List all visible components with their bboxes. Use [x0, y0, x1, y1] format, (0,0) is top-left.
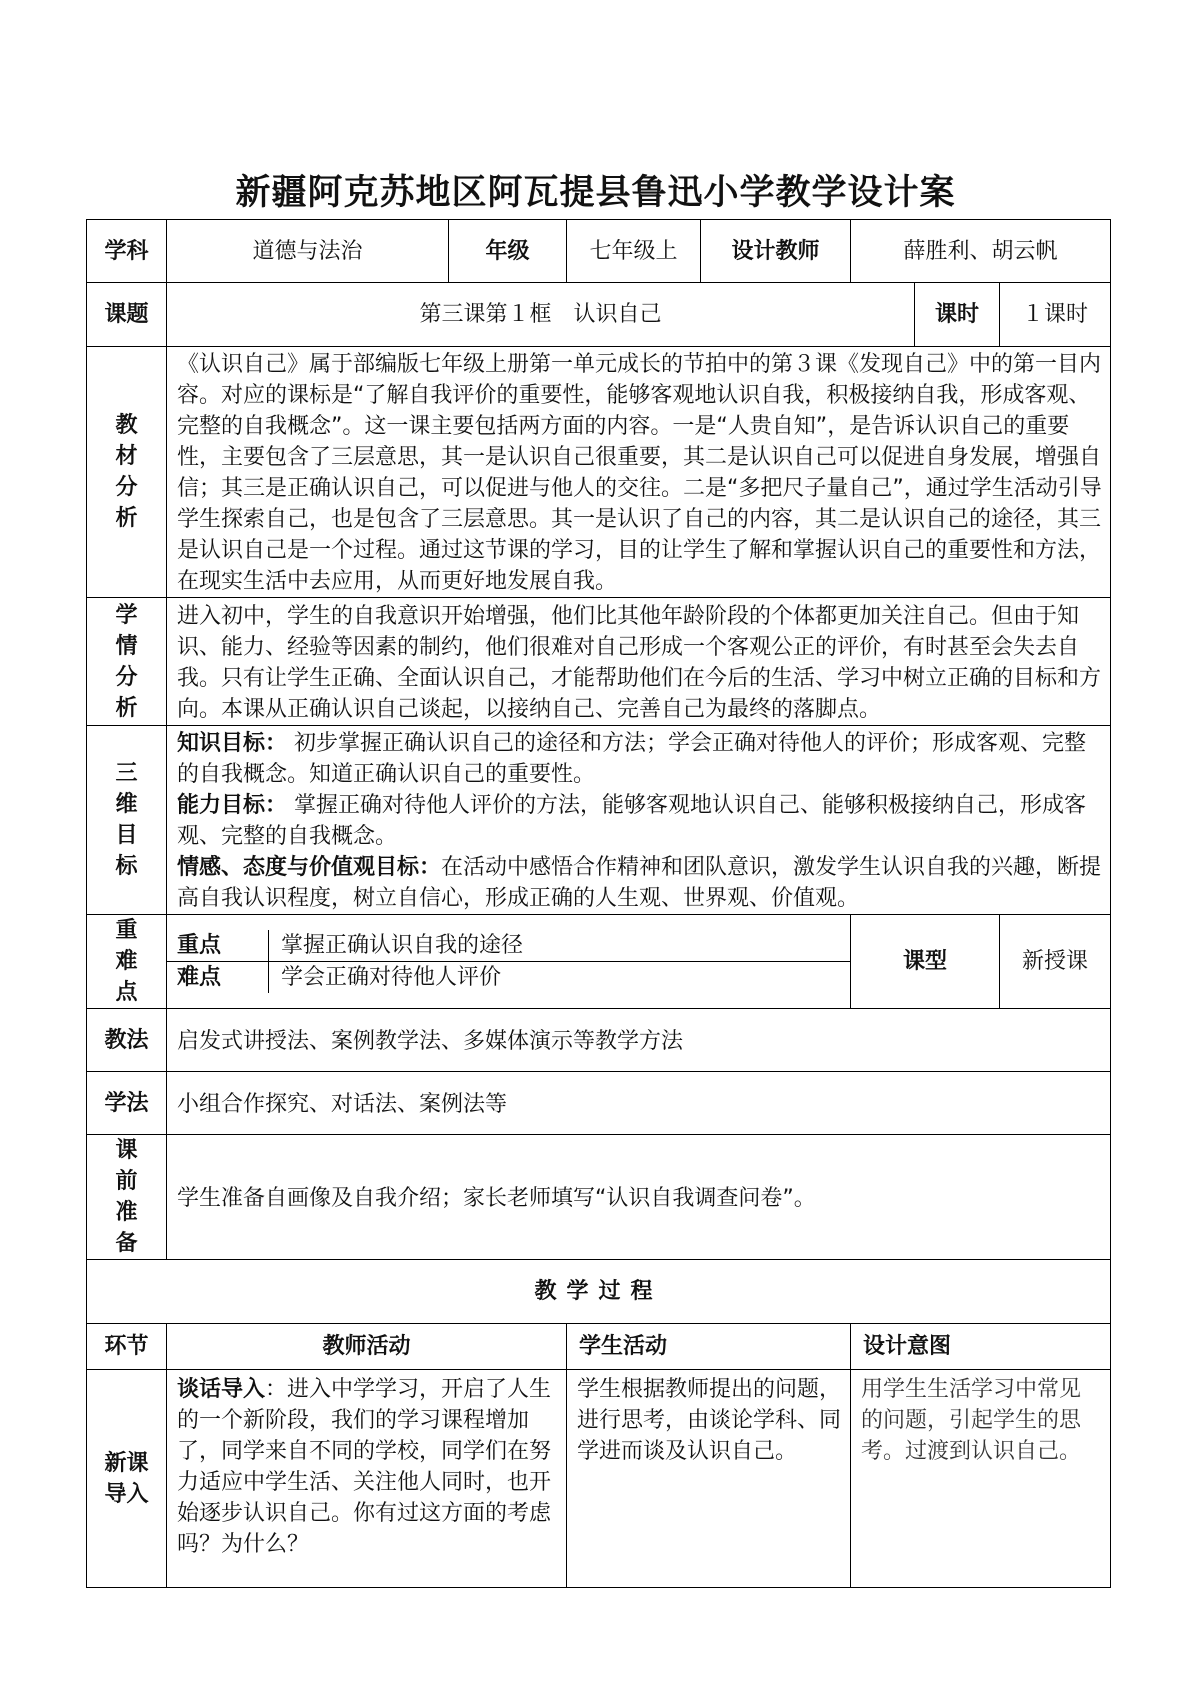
teaching-method-label: 教法 [87, 1009, 167, 1072]
process-student-activity: 学生根据教师提出的问题，进行思考，由谈论学科、同学进而谈及认识自己。 [567, 1370, 851, 1588]
subject-value: 道德与法治 [167, 220, 449, 283]
process-heading-row [87, 1260, 1111, 1324]
grade-label: 年级 [449, 220, 567, 283]
difficult-label: 难点 [167, 962, 269, 994]
knowledge-goal-text: 初步掌握正确认识自己的途径和方法；学会正确对待他人的评价；形成客观、完整的自我概念。知道正确认识自己的重要性。 [177, 731, 1087, 787]
lesson-plan-table [86, 219, 1111, 1588]
difficult-value: 学会正确对待他人评价 [281, 965, 502, 990]
preparation-text: 学生准备自画像及自我介绍；家长老师填写“认识自我调查问卷”。 [167, 1135, 1111, 1260]
grade-value: 七年级上 [567, 220, 701, 283]
lesson-type-label: 课型 [851, 915, 1000, 1009]
student-analysis-label: 学情分析 [87, 598, 167, 726]
col-stage-header: 环节 [87, 1324, 167, 1370]
lesson-type-value: 新授课 [1000, 915, 1111, 1009]
topic-value: 第三课第１框 认识自己 [167, 283, 915, 347]
goals-label: 三维目标 [87, 726, 167, 915]
topic-label: 课题 [87, 283, 167, 347]
process-header-row [87, 1324, 1111, 1370]
document-title: 新疆阿克苏地区阿瓦提县鲁迅小学教学设计案 [235, 172, 956, 213]
knowledge-goal-title: 知识目标： [177, 731, 288, 756]
student-analysis-row [87, 598, 1111, 726]
emotion-goal [177, 852, 1102, 914]
info-row-topic [87, 283, 1111, 347]
teaching-method-text: 启发式讲授法、案例教学法、多媒体演示等教学方法 [167, 1009, 1111, 1072]
teacher-label: 设计教师 [701, 220, 851, 283]
ability-goal-title: 能力目标： [177, 793, 288, 818]
process-teacher-activity [167, 1370, 567, 1588]
key-points-label: 重难点 [87, 915, 167, 1009]
learning-method-row [87, 1072, 1111, 1135]
process-heading: 教学过程 [87, 1260, 1111, 1324]
knowledge-goal [177, 728, 1102, 790]
goals-row [87, 726, 1111, 915]
teaching-method-row [87, 1009, 1111, 1072]
col-design-header: 设计意图 [851, 1324, 1111, 1370]
emotion-goal-text: 在活动中感悟合作精神和团队意识，激发学生认识自我的兴趣，断提高自我认识程度，树立自信心，形成正确的人生观、世界观、价值观。 [177, 855, 1102, 911]
ability-goal-text: 掌握正确对待他人评价的方法，能够客观地认识自己、能够积极接纳自己，形成客观、完整的自我概念。 [177, 793, 1087, 849]
learning-method-label: 学法 [87, 1072, 167, 1135]
hours-value: １课时 [1000, 283, 1111, 347]
key-label: 重点 [167, 930, 269, 962]
preparation-label: 课前准备 [87, 1135, 167, 1260]
key-points-subtable [167, 930, 850, 993]
key-points-cell [167, 915, 851, 1009]
textbook-analysis-text: 《认识自己》属于部编版七年级上册第一单元成长的节拍中的第３课《发现自己》中的第一目内容。对应的课标是“了解自我评价的重要性，能够客观地认识自我，积极接纳自我，形成客观、完整的自我概念”。这一课主要包括两方面的内容。一是“人贵自知”，是告诉认识自己的重要性，主要包含了三层意思，其一是认识自己很重要，其二是认识自己可以促进自身发展，增强自信；其三是正确认识自己，可以促进与他人的交往。二是“多把尺子量自己”，通过学生活动引导学生探索自己，也是包含了三层意思。其一是认识了自己的内容，其二是认识自己的途径，其三是认识自己是一个过程。通过这节课的学习，目的让学生了解和掌握认识自己的重要性和方法，在现实生活中去应用，从而更好地发展自我。 [167, 347, 1111, 598]
process-teacher-title: 谈话导入 [177, 1377, 266, 1402]
subject-label: 学科 [87, 220, 167, 283]
process-design-intent: 用学生生活学习中常见的问题，引起学生的思考。过渡到认识自己。 [851, 1370, 1111, 1588]
process-stage: 新课导入 [87, 1370, 167, 1588]
student-analysis-text: 进入初中，学生的自我意识开始增强，他们比其他年龄阶段的个体都更加关注自己。但由于知识、能力、经验等因素的制约，他们很难对自己形成一个客观公正的评价，有时甚至会失去自我。只有让学生正确、全面认识自己，才能帮助他们在今后的生活、学习中树立正确的目标和方向。本课从正确认识自己谈起，以接纳自己、完善自己为最终的落脚点。 [167, 598, 1111, 726]
col-teacher-header: 教师活动 [167, 1324, 567, 1370]
textbook-analysis-row [87, 347, 1111, 598]
process-teacher-text: ：进入中学学习，开启了人生的一个新阶段，我们的学习课程增加了，同学来自不同的学校，同学们在努力适应中学生活、关注他人同时，也开始逐步认识自己。你有过这方面的考虑吗？为什么？ [177, 1377, 552, 1557]
col-student-header: 学生活动 [567, 1324, 851, 1370]
goals-content [167, 726, 1111, 915]
textbook-analysis-label: 教材分析 [87, 347, 167, 598]
emotion-goal-title: 情感、态度与价值观目标： [177, 855, 442, 880]
process-row [87, 1370, 1111, 1588]
key-points-row [87, 915, 1111, 1009]
learning-method-text: 小组合作探究、对话法、案例法等 [167, 1072, 1111, 1135]
key-value: 掌握正确认识自我的途径 [269, 930, 851, 962]
ability-goal [177, 790, 1102, 852]
teacher-value: 薛胜利、胡云帆 [851, 220, 1111, 283]
preparation-row [87, 1135, 1111, 1260]
hours-label: 课时 [915, 283, 1000, 347]
info-row-subject [87, 220, 1111, 283]
